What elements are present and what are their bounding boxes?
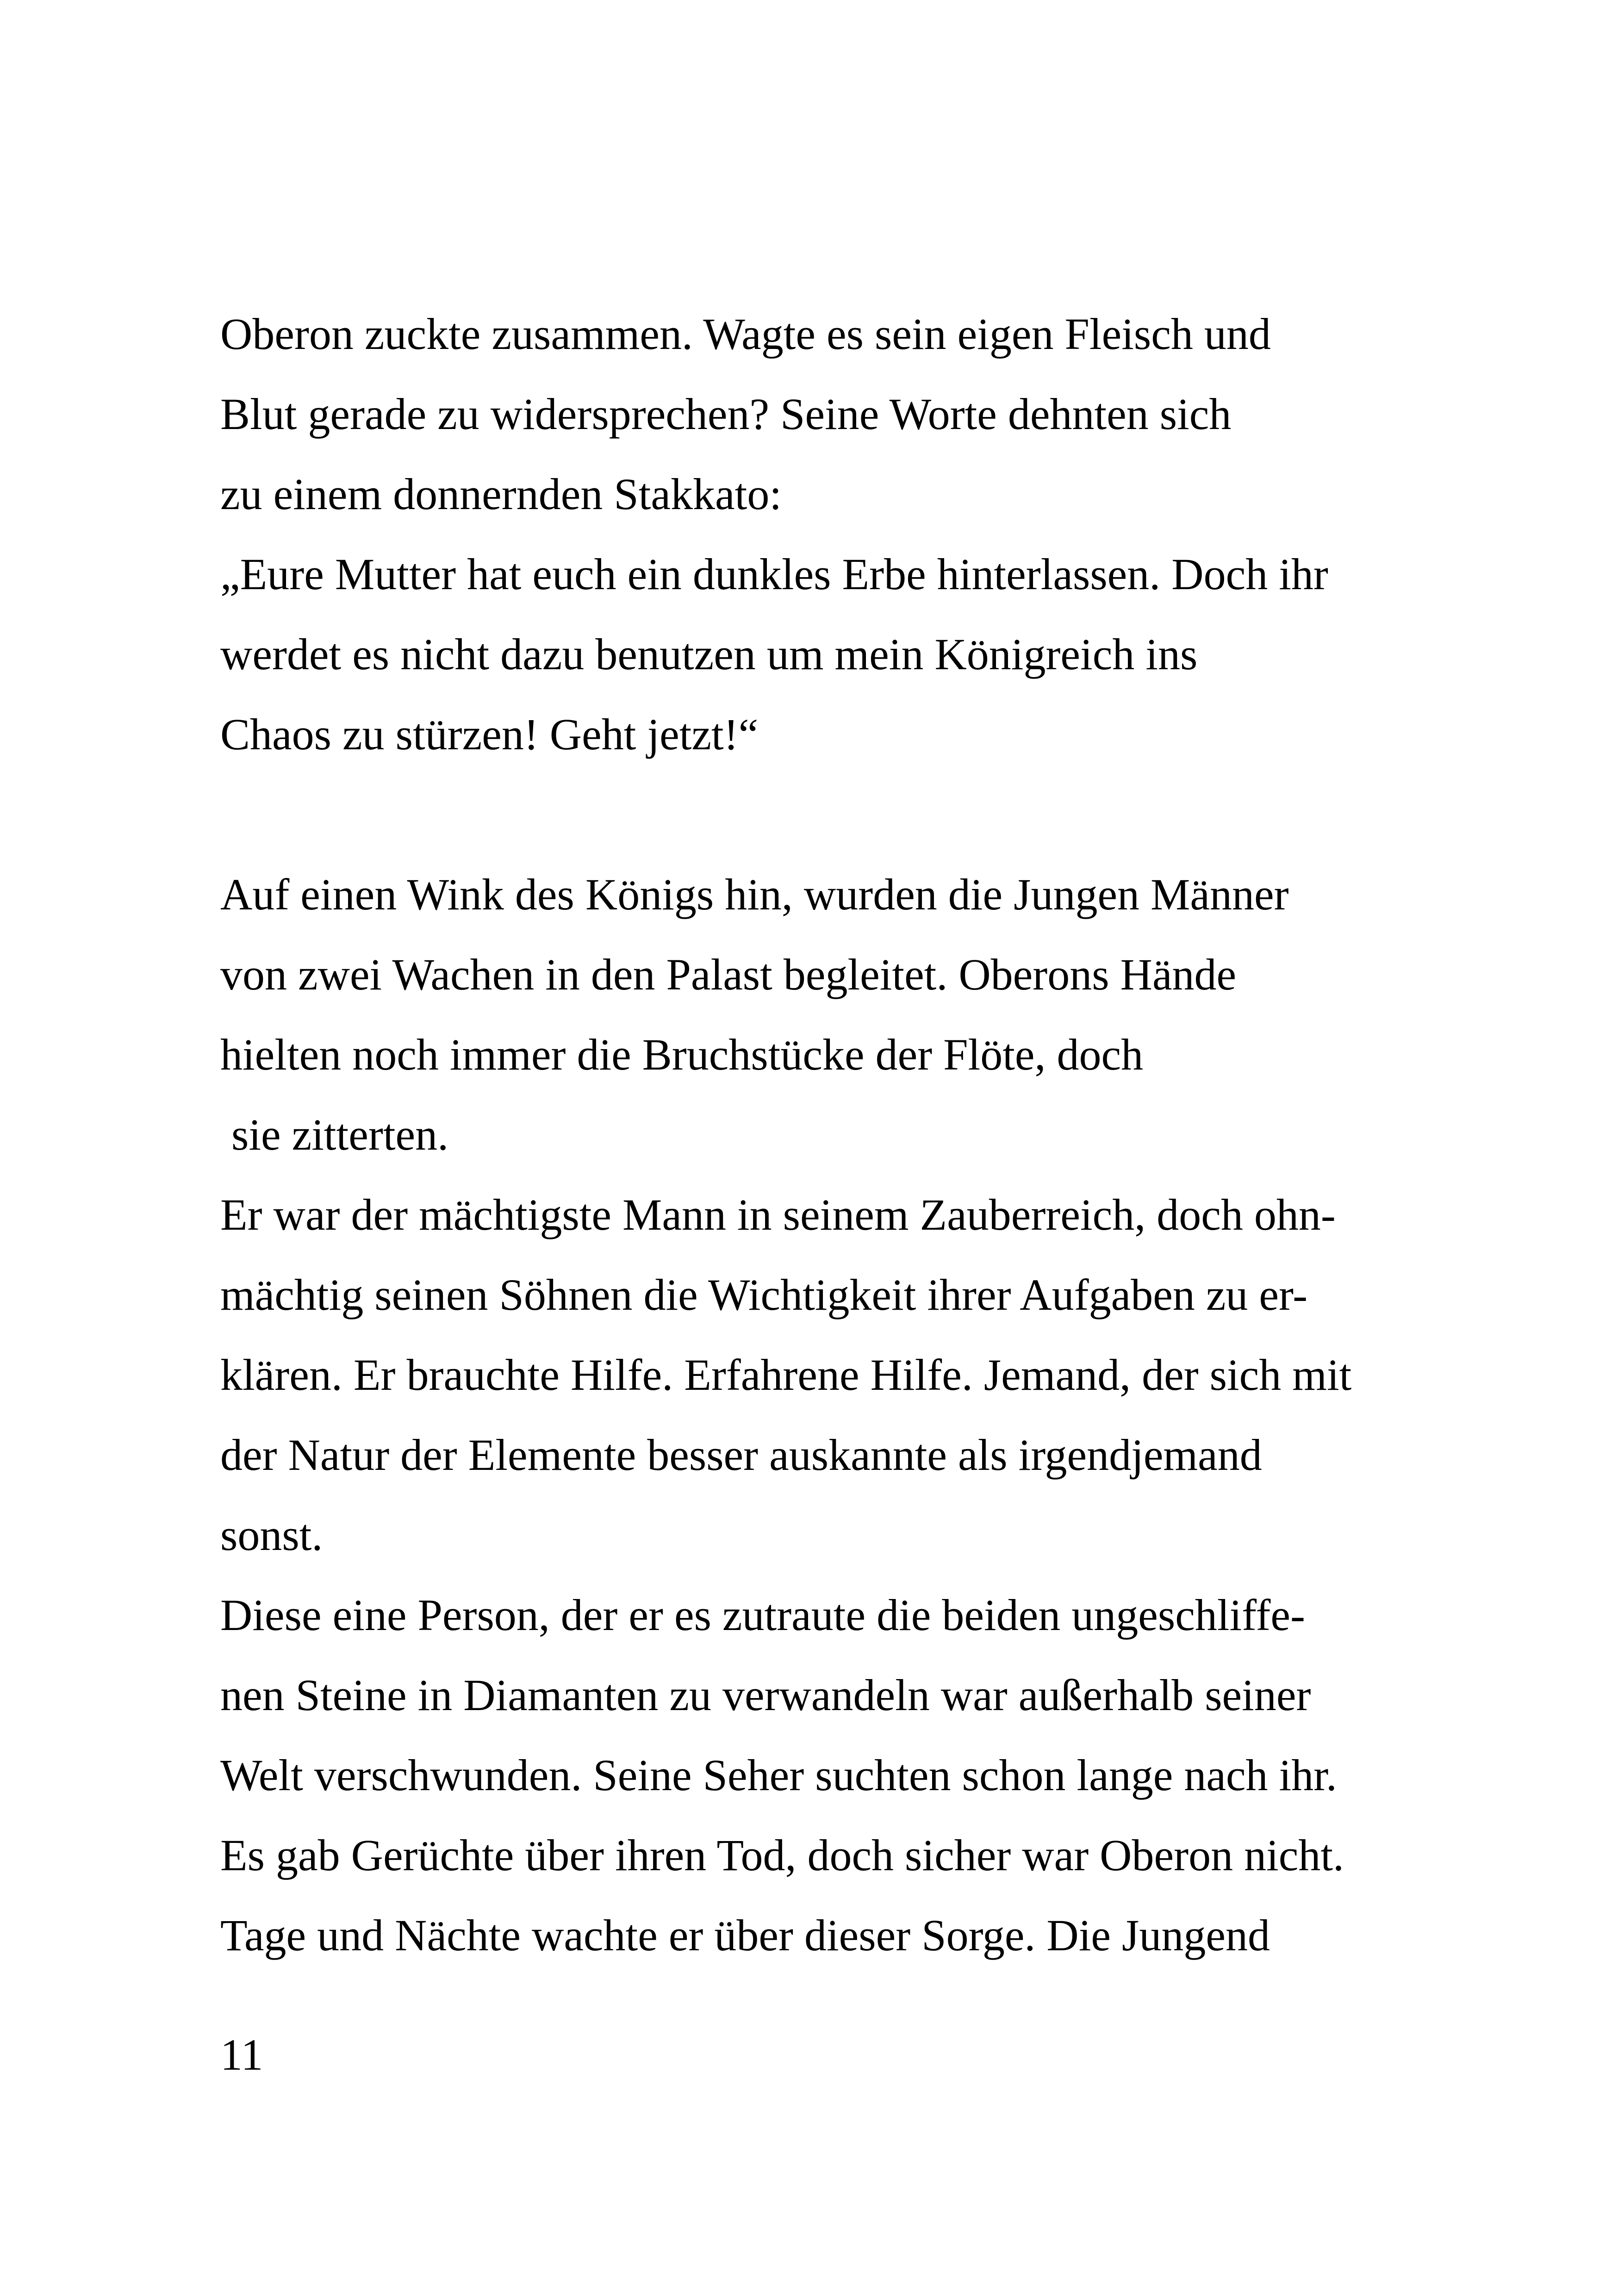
text-line: Diese eine Person, der er es zutraute die beiden ungeschliffe- — [220, 1590, 1305, 1640]
text-line: Auf einen Wink des Königs hin, wurden die Jungen Männer — [220, 870, 1289, 919]
paragraph-1 — [220, 294, 1479, 774]
text-line: Welt verschwunden. Seine Seher suchten schon lange nach ihr. — [220, 1750, 1337, 1800]
text-line: sie zitterten. — [220, 1110, 449, 1159]
page-number: 11 — [220, 2030, 263, 2079]
text-line: sonst. — [220, 1510, 323, 1560]
paragraph-gap — [220, 774, 1479, 854]
text-line: Blut gerade zu widersprechen? Seine Worte dehnten sich — [220, 389, 1232, 439]
text-line: werdet es nicht dazu benutzen um mein Königreich ins — [220, 629, 1198, 679]
text-line: nen Steine in Diamanten zu verwandeln war außerhalb seiner — [220, 1670, 1311, 1720]
text-line: hielten noch immer die Bruchstücke der Flöte, doch — [220, 1030, 1144, 1079]
text-line: „Eure Mutter hat euch ein dunkles Erbe hinterlassen. Doch ihr — [220, 549, 1328, 599]
text-line: Es gab Gerüchte über ihren Tod, doch sicher war Oberon nicht. — [220, 1830, 1344, 1880]
text-line: Oberon zuckte zusammen. Wagte es sein eigen Fleisch und — [220, 309, 1271, 359]
text-line: klären. Er brauchte Hilfe. Erfahrene Hilfe. Jemand, der sich mit — [220, 1350, 1352, 1400]
text-line: zu einem donnernden Stakkato: — [220, 469, 782, 519]
paragraph-2 — [220, 854, 1479, 1975]
text-line: mächtig seinen Söhnen die Wichtigkeit ihrer Aufgaben zu er- — [220, 1270, 1308, 1319]
text-line: Er war der mächtigste Mann in seinem Zauberreich, doch ohn- — [220, 1190, 1336, 1239]
body-text — [220, 294, 1479, 1975]
text-line: der Natur der Elemente besser auskannte als irgendjemand — [220, 1430, 1262, 1480]
text-line: Chaos zu stürzen! Geht jetzt!“ — [220, 709, 759, 759]
text-line: Tage und Nächte wachte er über dieser Sorge. Die Jungend — [220, 1910, 1270, 1960]
text-line: von zwei Wachen in den Palast begleitet. Oberons Hände — [220, 950, 1237, 999]
